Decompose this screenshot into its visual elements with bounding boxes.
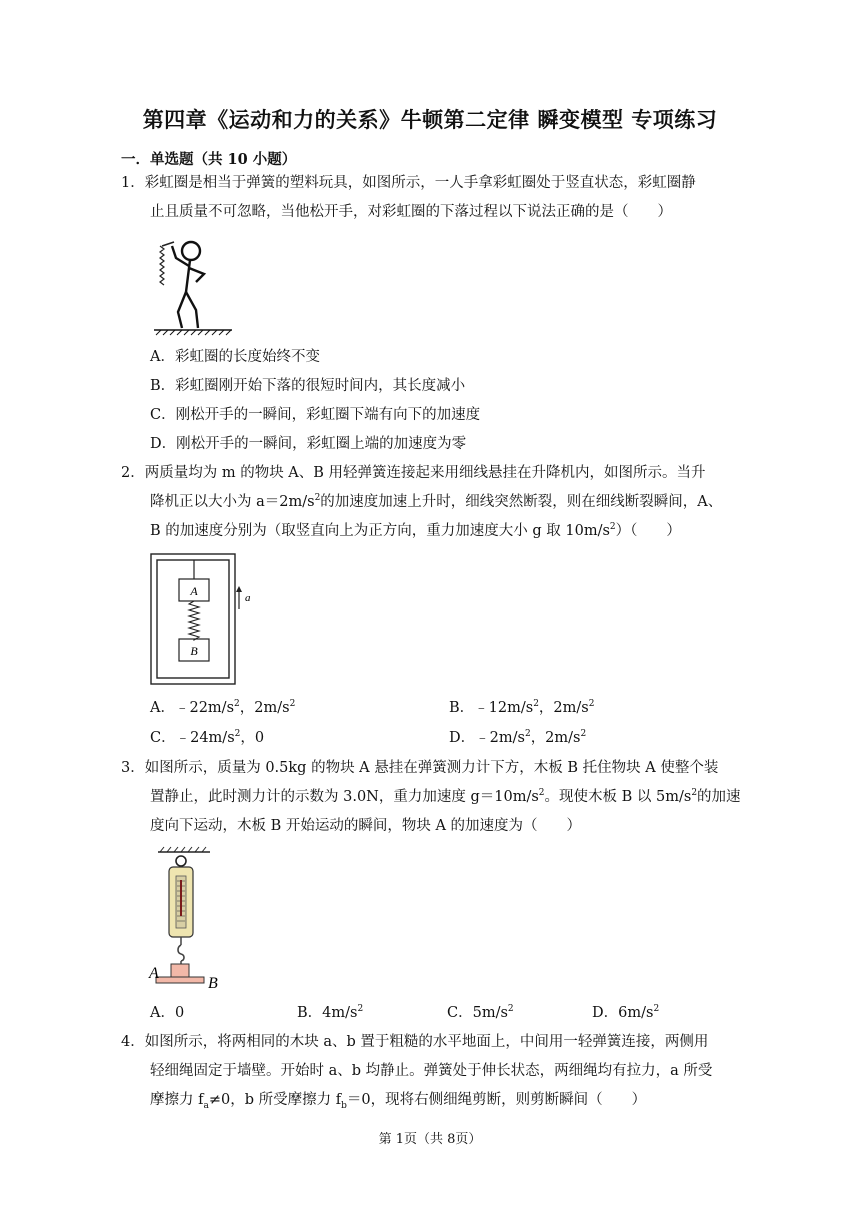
acceleration-label: a bbox=[245, 592, 251, 604]
q4-stem-line2: 轻细绳固定于墙壁。开始时 a、b 均静止。弹簧处于伸长状态，两细绳均有拉力，a 所受 bbox=[150, 1063, 713, 1079]
stick-figure-diagram bbox=[152, 236, 234, 336]
q2-stem-line2: 降机正以大小为 $a=2m/s^2$的加速度加速上升时，细线突然断裂，则在细线断裂瞬间，A、 bbox=[150, 493, 723, 510]
section-heading: 一．单选题（共 10 小题） bbox=[121, 151, 297, 168]
q1-option-d: D．刚松开手的一瞬间，彩虹圈上端的加速度为零 bbox=[150, 436, 467, 452]
q1-option-c: C．刚松开手的一瞬间，彩虹圈下端有向下的加速度 bbox=[150, 407, 481, 423]
q2-option-a: A．$﹣22m/s^2$，$2m/s^2$ bbox=[150, 699, 296, 716]
q2-option-c: C．$﹣24m/s^2$，0 bbox=[150, 729, 265, 746]
block-a-label: A bbox=[149, 965, 159, 982]
q4-stem-line1: 4．如图所示，将两相同的木块 a、b 置于粗糙的水平地面上，中间用一轻弹簧连接，两侧用 bbox=[121, 1034, 709, 1050]
q2-stem-line3: B 的加速度分别为（取竖直向上为正方向，重力加速度大小 g 取 $10m/s^2$）（ ） bbox=[150, 522, 681, 539]
q1-option-b: B．彩虹圈刚开始下落的很短时间内，其长度减小 bbox=[150, 378, 466, 394]
q3-stem-line1: 3．如图所示，质量为 0.5kg 的物块 A 悬挂在弹簧测力计下方，木板 B 托住物块 A 使整个装 bbox=[121, 760, 719, 776]
q1-stem-line2: 止且质量不可忽略，当他松开手，对彩虹圈的下落过程以下说法正确的是（ ） bbox=[150, 204, 672, 220]
q2-option-d: D．$﹣2m/s^2$，$2m/s^2$ bbox=[449, 729, 587, 746]
q4-stem-line3: 摩擦力 $f_a\ne 0$，b 所受摩擦力 $f_b=0$，现将右侧细绳剪断，则剪断瞬间（ ） bbox=[150, 1092, 647, 1111]
board-b-label: B bbox=[208, 975, 218, 992]
q2-stem-line1: 2．两质量均为 m 的物块 A、B 用轻弹簧连接起来用细线悬挂在升降机内，如图所示。当升 bbox=[121, 465, 706, 481]
q2-option-b: B．$﹣12m/s^2$，$2m/s^2$ bbox=[449, 699, 595, 716]
q3-option-a: A．0 bbox=[150, 1005, 185, 1021]
q3-option-b: B．$4m/s^2$ bbox=[297, 1004, 364, 1021]
block-b-label: B bbox=[190, 644, 198, 658]
q3-stem-line3: 度向下运动，木板 B 开始运动的瞬间，物块 A 的加速度为（ ） bbox=[150, 818, 582, 834]
q3-stem-line2: 置静止，此时测力计的示数为 3.0N，重力加速度 $g=10m/s^2$。现使木板 B 以 $5m/s^2$的加速 bbox=[150, 788, 741, 805]
page-title: 第四章《运动和力的关系》牛顿第二定律 瞬变模型 专项练习 bbox=[142, 107, 718, 132]
spring-scale-diagram bbox=[148, 846, 228, 994]
page-footer: 第 1页（共 8页） bbox=[378, 1132, 482, 1147]
q1-option-a: A．彩虹圈的长度始终不变 bbox=[150, 349, 320, 365]
elevator-diagram bbox=[150, 553, 270, 686]
q1-stem-line1: 1．彩虹圈是相当于弹簧的塑料玩具，如图所示，一人手拿彩虹圈处于竖直状态，彩虹圈静 bbox=[121, 175, 696, 191]
block-a-label: A bbox=[190, 584, 198, 598]
q3-option-d: D．$6m/s^2$ bbox=[592, 1004, 660, 1021]
q3-option-c: C．$5m/s^2$ bbox=[447, 1004, 514, 1021]
